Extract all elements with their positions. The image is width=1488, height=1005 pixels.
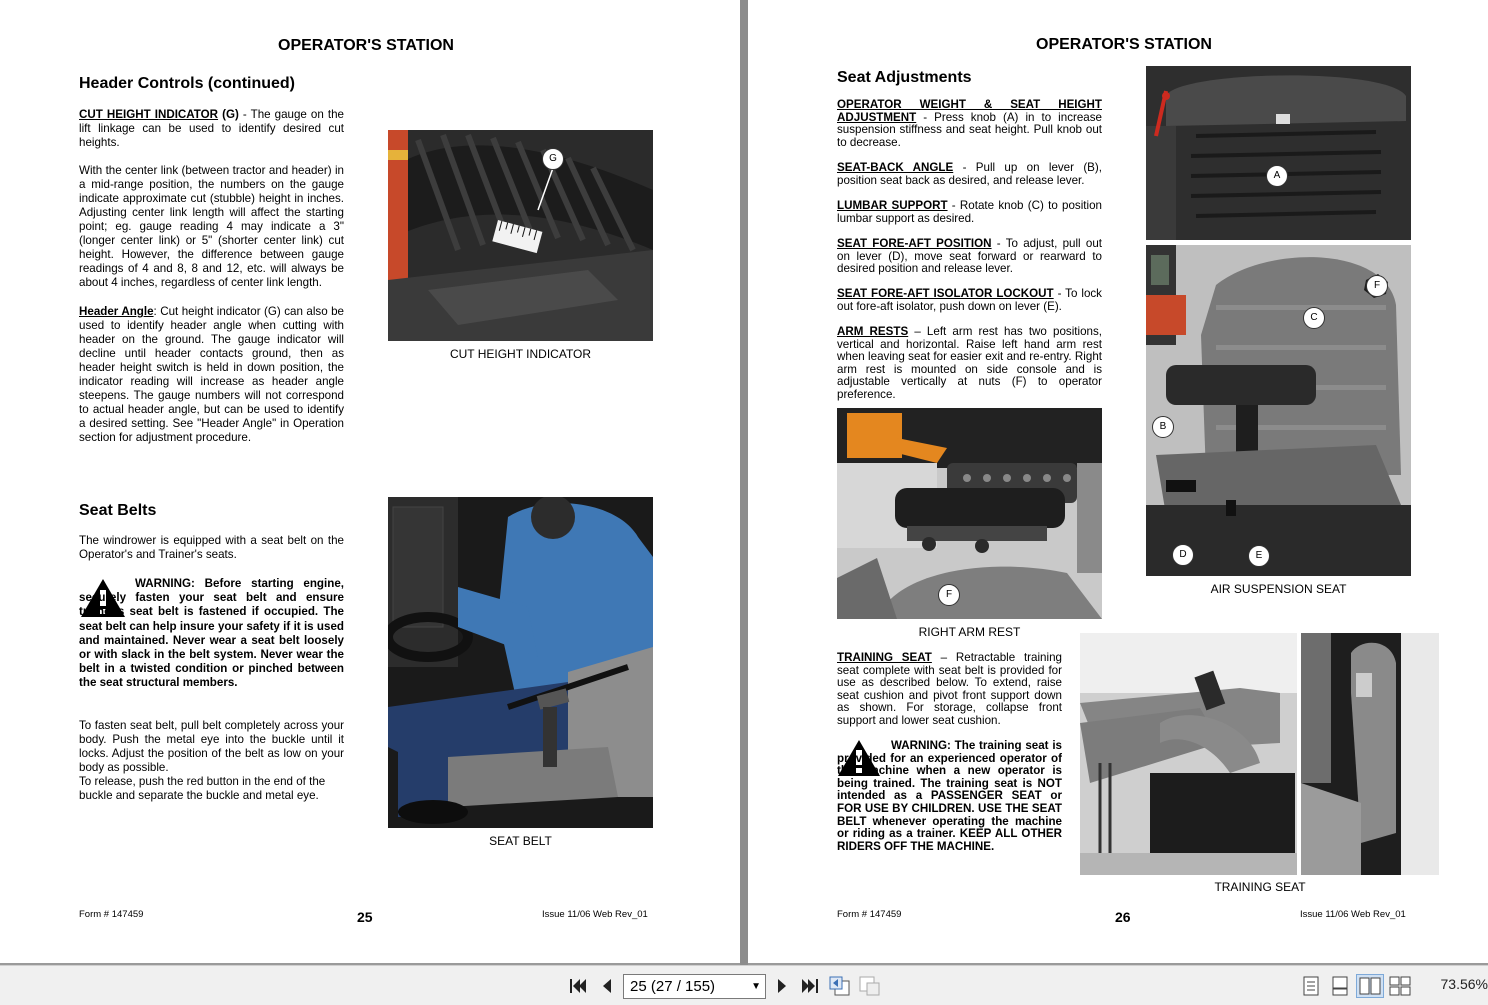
previous-page-icon (601, 978, 613, 994)
header-angle-term: Header Angle (79, 305, 154, 318)
callout-f-knob: F (1366, 275, 1388, 297)
section-heading-header-controls: Header Controls (continued) (79, 75, 296, 92)
release-instructions: To release, push the red button in the end of the buckle and separate the buckle and metal eye. (79, 775, 326, 802)
continuous-page-icon (1332, 976, 1348, 996)
zoom-level[interactable]: 73.56% (1440, 976, 1488, 992)
cut-height-term: CUT HEIGHT INDICATOR (79, 108, 219, 121)
first-page-icon (569, 978, 587, 994)
fore-aft-term: SEAT FORE-AFT POSITION (837, 237, 992, 250)
next-page-icon (776, 978, 788, 994)
training-text: – Retractable training seat complete with seat belt is provided for use as described below. To extend, raise seat cushion and pivot front support down as shown. For storage, collapse front support and lower seat cushion. (837, 651, 1062, 727)
chevron-down-icon: ▼ (751, 981, 761, 992)
fore-aft-text: - To adjust, pull out on lever (D), move seat forward or rearward to desired position and release lever. (837, 237, 1102, 276)
cut-height-paragraph (79, 108, 344, 150)
continuous-facing-icon (1389, 976, 1411, 996)
header-angle-text: : Cut height indicator (G) can also be used to identify header angle when cutting with header on the ground. The gauge indicator will decline until header contacts ground, then as header height switch is held in down position, the indicator reading will increase as header angle steepens. The gauge numbers will not correspond to actual header angle, but can be used to identify a desired setting. See "Header Angle" in Operation section for adjustment procedure. (79, 305, 344, 444)
callout-c: C (1303, 307, 1325, 329)
first-page-button[interactable] (566, 974, 590, 998)
facing-pages-view-button[interactable] (1356, 974, 1384, 998)
continuous-view-button[interactable] (1328, 974, 1352, 998)
seat-belt-caption: SEAT BELT (489, 834, 552, 848)
isolator-term: SEAT FORE-AFT ISOLATOR LOCKOUT (837, 287, 1054, 300)
viewer-toolbar (0, 965, 1488, 1005)
callout-d: D (1172, 544, 1194, 566)
form-number: Form # 147459 (79, 909, 144, 920)
issue-label: Issue 11/06 Web Rev_01 (1300, 909, 1406, 920)
isolator-paragraph (837, 288, 1102, 313)
armrest-text: – Left arm rest has two positions, vertical and horizontal. Raise left hand arm rest when leaving seat for easier exit and re-entry. Right arm rest is mounted on side console and is adjustable vertically at nuts (F) to operator preference. (837, 325, 1102, 401)
next-view-button[interactable] (858, 974, 882, 998)
previous-page-button[interactable] (595, 974, 619, 998)
training-term: TRAINING SEAT (837, 651, 932, 664)
callout-b: B (1152, 416, 1174, 438)
callout-e: E (1248, 545, 1270, 567)
cut-height-suffix: (G) (218, 108, 239, 121)
isolator-text: - To lock out fore-aft isolator, push down on lever (E). (837, 287, 1102, 313)
previous-view-icon (829, 976, 851, 996)
training-seat-caption: TRAINING SEAT (1214, 880, 1306, 894)
page-gutter (740, 0, 748, 965)
facing-pages-icon (1359, 977, 1381, 995)
seatbelt-warning: WARNING: Before starting engine, securely fasten your seat belt and ensure trainer's seat belt is fastened if occupied. The seat belt can help insure your safety if it is used and maintained. Never wear a seat belt loosely or with slack in the belt system. Never wear the belt in a twisted condition or pinched between the seat structural members. (79, 577, 344, 690)
page-number: 26 (1115, 909, 1131, 925)
page-number-select[interactable] (623, 974, 766, 999)
callout-g: G (542, 148, 564, 170)
previous-view-button[interactable] (828, 974, 852, 998)
callout-a: A (1266, 165, 1288, 187)
page-26 (748, 0, 1488, 963)
continuous-facing-view-button[interactable] (1388, 974, 1412, 998)
cut-height-caption: CUT HEIGHT INDICATOR (449, 347, 592, 361)
page-25 (0, 0, 740, 963)
right-arm-rest-caption: RIGHT ARM REST (918, 625, 1021, 639)
lumbar-text: - Rotate knob (C) to position lumbar support as desired. (837, 199, 1102, 225)
page-number: 25 (357, 909, 373, 925)
air-suspension-seat-photo (1146, 245, 1411, 576)
center-link-paragraph: With the center link (between tractor and header) in a mid-range position, the numbers on the gauge indicate approximate cut (stubble) height in inches. Adjusting center link length will affect the starting point; eg. gauge reading 4 may indicate a 3" (longer center link) or 5" (shorter center link) cut height. However, the difference between gauge readings of 4 and 8, 8 and 12, etc. will always be about 4 inches, regardless of center link length. (79, 164, 344, 289)
lumbar-term: LUMBAR SUPPORT (837, 199, 948, 212)
weight-text: - Press knob (A) in to increase suspension stiffness and seat height. Pull knob out to decrease. (837, 110, 1102, 149)
seatback-term: SEAT-BACK ANGLE (837, 161, 954, 174)
training-seat-photo-closeup (1301, 633, 1439, 875)
callout-f-armrest: F (938, 584, 960, 606)
seatback-paragraph (837, 162, 1102, 187)
page-indicator-text: 25 (27 / 155) (630, 978, 716, 995)
cut-height-indicator-photo (388, 130, 653, 341)
training-seat-warning: WARNING: The training seat is provided for an experienced operator of the machine when a new operator is being trained. The training seat is NOT intended as a PASSENGER SEAT or FOR USE BY CHILDREN. USE THE SEAT BELT whenever operating the machine or riding as a trainer. KEEP ALL OTHER RIDERS OFF THE MACHINE. (837, 739, 1062, 853)
weight-adjustment-paragraph (837, 99, 1102, 149)
air-suspension-caption: AIR SUSPENSION SEAT (1210, 582, 1347, 596)
form-number: Form # 147459 (837, 909, 902, 920)
issue-label: Issue 11/06 Web Rev_01 (542, 909, 648, 920)
seat-belt-photo (388, 497, 653, 828)
fore-aft-paragraph (837, 238, 1102, 276)
training-seat-paragraph (837, 652, 1062, 728)
single-page-icon (1303, 976, 1319, 996)
armrest-term: ARM RESTS (837, 325, 909, 338)
page-title: OPERATOR'S STATION (1036, 36, 1212, 53)
seatbelt-intro: The windrower is equipped with a seat belt on the Operator's and Trainer's seats. (79, 534, 344, 561)
section-heading-seat-adjustments: Seat Adjustments (837, 69, 972, 86)
lumbar-paragraph (837, 200, 1102, 225)
seatback-text: - Pull up on lever (B), position seat back as desired, and release lever. (837, 161, 1102, 187)
next-view-icon (859, 976, 881, 996)
section-heading-seat-belts: Seat Belts (79, 502, 157, 519)
cut-height-text: - The gauge on the lift linkage can be used to identify desired cut heights. (79, 108, 344, 149)
last-page-icon (801, 978, 819, 994)
header-angle-paragraph (79, 305, 344, 445)
fasten-instructions: To fasten seat belt, pull belt completely across your body. Push the metal eye into the buckle until it locks. Adjust the position of the belt as low on your body as possible. (79, 719, 344, 774)
next-page-button[interactable] (770, 974, 794, 998)
armrest-paragraph (837, 326, 1102, 402)
last-page-button[interactable] (798, 974, 822, 998)
weight-term: OPERATOR WEIGHT & SEAT HEIGHT ADJUSTMENT (837, 98, 1102, 124)
right-arm-rest-photo (837, 408, 1102, 619)
single-page-view-button[interactable] (1299, 974, 1323, 998)
training-seat-photo-extended (1080, 633, 1297, 875)
page-title: OPERATOR'S STATION (278, 37, 454, 54)
seat-suspension-photo (1146, 66, 1411, 240)
